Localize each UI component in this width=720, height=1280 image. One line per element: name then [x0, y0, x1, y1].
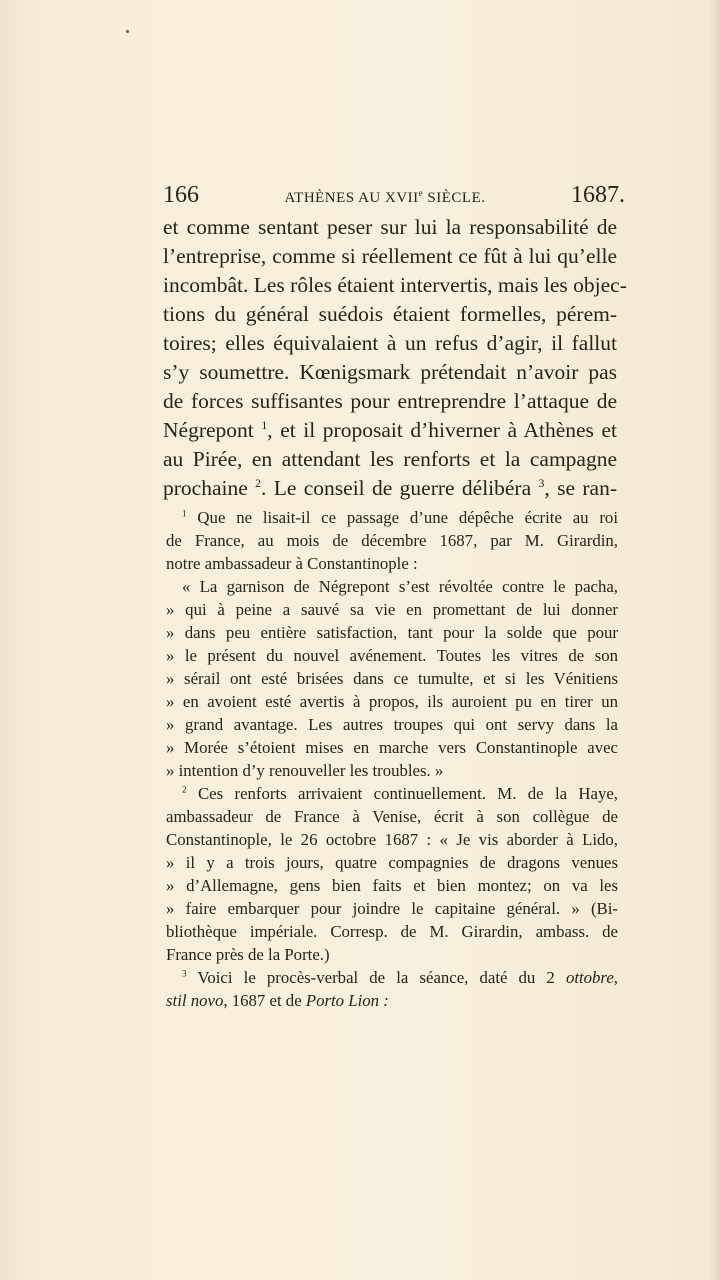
footnote-line: » d’Allemagne, gens bien faits et bien montez; on va les	[166, 876, 618, 895]
body-line: et comme sentant peser sur lui la responsabilité de	[163, 215, 617, 239]
footnote-quote-line: » grand avantage. Les autres troupes qui ont servy dans la	[166, 715, 618, 734]
footnote-line: ambassadeur de France à Venise, écrit à son collègue de	[166, 807, 618, 826]
footnote-line: France près de la Porte.)	[166, 945, 330, 964]
footnote-line: bliothèque impériale. Corresp. de M. Girardin, ambass. de	[166, 922, 618, 941]
footnote-line: Constantinople, le 26 octobre 1687 : « Je vis aborder à Lido,	[166, 830, 618, 849]
running-title: ATHÈNES AU XVIIe SIÈCLE.	[284, 188, 486, 206]
running-header	[163, 182, 625, 216]
footnote-quote-line: » sérail ont esté brisées dans ce tumulte, et si les Vénitiens	[166, 669, 618, 688]
body-line: incombât. Les rôles étaient intervertis, mais les objec-	[163, 273, 627, 297]
header-year: 1687.	[570, 182, 625, 208]
body-line: de forces suffisantes pour entreprendre l’attaque de	[163, 389, 617, 413]
footnote-quote-line: » qui à peine a sauvé sa vie en promettant de lui donner	[166, 600, 618, 619]
main-text	[163, 213, 627, 503]
body-line: prochaine $^2$. Le conseil de guerre délibéra $^3$, se ran-	[163, 475, 617, 500]
footnote-3: $^3$ Voici le procès-verbal de la séance, daté du 2 ottobre,	[182, 968, 618, 987]
footnote-quote-line: » en avoient esté avertis à propos, ils auroient pu en tirer un	[166, 692, 618, 711]
footnote-line: » il y a trois jours, quatre compagnies de dragons venues	[166, 853, 618, 872]
paper-speck	[126, 30, 129, 33]
body-line: toires; elles équivalaient à un refus d’agir, il fallut	[163, 331, 617, 355]
body-line: Négrepont $^1$, et il proposait d’hiverner à Athènes et	[163, 417, 617, 442]
footnote-quote-line: » dans peu entière satisfaction, tant pour la solde que pour	[166, 623, 618, 642]
footnote-ref: 1	[261, 417, 268, 432]
footnote-quote-line: » intention d’y renouveller les troubles. »	[166, 761, 444, 780]
page-edge-shadow	[710, 0, 720, 1280]
footnotes	[166, 506, 618, 1012]
footnote-quote-line: » le présent du nouvel avénement. Toutes les vitres de son	[166, 646, 618, 665]
footnote-1: $^1$ Que ne lisait-il ce passage d’une dépêche écrite au roi	[182, 508, 618, 527]
body-line: l’entreprise, comme si réellement ce fût à lui qu’elle	[163, 244, 617, 268]
footnote-line: » faire embarquer pour joindre le capitaine général. » (Bi-	[166, 899, 618, 918]
footnote-ref: 3	[538, 475, 545, 490]
body-line: au Pirée, en attendant les renforts et la campagne	[163, 447, 617, 471]
footnote-2: $^2$ Ces renforts arrivaient continuellement. M. de la Haye,	[182, 784, 618, 803]
footnote-line: notre ambassadeur à Constantinople :	[166, 554, 418, 573]
footnote-line: stil novo, 1687 et de Porto Lion :	[166, 991, 389, 1010]
footnote-quote-line: « La garnison de Négrepont s’est révoltée contre le pacha,	[182, 577, 618, 596]
footnote-quote-line: » Morée s’étoient mises en marche vers Constantinople avec	[166, 738, 618, 757]
page-number: 166	[163, 182, 199, 208]
body-line: tions du général suédois étaient formelles, pérem-	[163, 302, 617, 326]
footnote-ref: 2	[255, 475, 262, 490]
body-line: s’y soumettre. Kœnigsmark prétendait n’avoir pas	[163, 360, 617, 384]
footnote-line: de France, au mois de décembre 1687, par M. Girardin,	[166, 531, 618, 550]
